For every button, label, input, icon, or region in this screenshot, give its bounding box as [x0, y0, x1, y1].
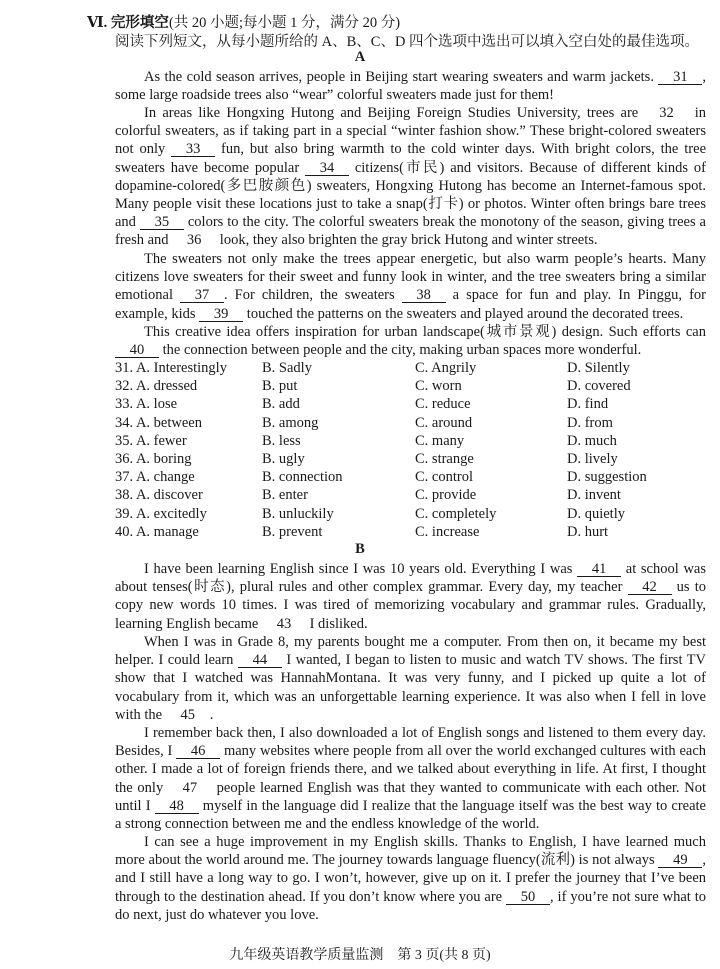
option-choice: C. worn	[415, 378, 462, 395]
option-choice: 40. A. manage	[115, 523, 199, 540]
passage-text: people learned English was that they wanted to communicate with each other. Not until I	[115, 779, 706, 814]
passage-text: look, they also brighten the gray brick Hutong and winter streets.	[216, 232, 598, 249]
blank-48: 48	[155, 799, 199, 814]
blank-49: 49	[658, 853, 702, 868]
option-row	[115, 377, 715, 395]
passage-b-paragraph	[115, 633, 706, 724]
blank-44: 44	[238, 653, 282, 668]
passage-text: I wanted, I began to listen to music and watch TV shows. The first TV show that I watched was HannahMontana. It was very funny, and I picked up quite a lot of vocabulary from it, which was an unforgettable learning experience. It was also when I fell in love with the	[115, 652, 706, 723]
option-choice: D. invent	[567, 487, 621, 504]
passage-text: a space for fun and play. In Pinggu, for example, kids	[115, 287, 706, 322]
passage-b-paragraph	[115, 560, 706, 633]
option-choice: C. around	[415, 414, 473, 431]
blank-45: 45	[180, 706, 195, 723]
blank-34: 34	[305, 161, 349, 176]
option-choice: C. Angrily	[415, 360, 477, 376]
blank-39: 39	[199, 307, 243, 322]
passage-text: I disliked.	[305, 615, 368, 632]
option-choice: 32. A. dressed	[115, 378, 198, 395]
option-choice: C. reduce	[415, 396, 471, 413]
section-heading	[87, 11, 400, 32]
blank-50: 50	[506, 890, 550, 905]
option-row	[115, 523, 715, 541]
passage-text: This creative idea offers inspiration for urban landscape(城市景观) design. Such efforts can	[144, 324, 706, 340]
instructions: 阅读下列短文，从每小题所给的 A、B、C、D 四个选项中选出可以填入空白处的最佳选项。	[115, 34, 700, 50]
option-choice: D. quietly	[567, 505, 625, 522]
passage-text: citizens(市民) and visitors. Because of different kinds of dopamine-colored(多巴胺颜色) sweaters, Hongxing Hutong has become an Internet-famous spot. Many people visit these locations just to take a snap(打卡) or photos. Winter often brings bare trees and	[115, 159, 706, 231]
option-choice: B. connection	[262, 469, 343, 486]
blank-32: 32	[659, 105, 674, 121]
passage-text: I remember back then, I also downloaded a lot of English songs and listened to them every day. Besides, I	[115, 725, 706, 760]
passage-text: I have been learning English since I was 10 years old. Everything I was	[144, 561, 578, 577]
option-row	[115, 468, 715, 486]
section-title: Ⅵ. 完形填空	[87, 15, 169, 31]
option-row	[115, 450, 715, 468]
option-choice: 36. A. boring	[115, 450, 192, 467]
option-choice: B. ugly	[262, 450, 305, 467]
passage-a-paragraph	[115, 250, 706, 323]
section-subtitle: (共 20 小题;每小题 1 分，满分 20 分)	[168, 15, 401, 31]
passage-text: many websites where people from all over the world exchanged cultures with each other. I made a lot of foreign friends there, and we talked about everything in life. At first, I thought the only	[115, 743, 707, 796]
option-choice: D. from	[567, 414, 613, 431]
option-choice: B. Sadly	[262, 360, 312, 376]
option-choice: D. hurt	[567, 523, 609, 540]
option-choice: C. increase	[415, 523, 480, 540]
blank-43: 43	[276, 615, 292, 632]
passage-text: , if you’re not sure what to do next, just do whatever you love.	[115, 888, 706, 923]
blank-31: 31	[658, 70, 702, 85]
option-row	[115, 486, 715, 504]
passage-a-label: A	[354, 49, 366, 65]
blank-47: 47	[182, 779, 198, 796]
option-choice: C. strange	[415, 450, 474, 467]
answer-options	[115, 359, 715, 541]
option-choice: B. enter	[262, 487, 308, 504]
passage-text: , some large roadside trees also “wear” colorful sweaters made just for them!	[115, 69, 706, 104]
option-choice: 37. A. change	[115, 469, 195, 486]
blank-33: 33	[171, 142, 215, 157]
blank-41: 41	[577, 562, 621, 577]
blank-42: 42	[628, 580, 672, 595]
passage-a-paragraph	[115, 68, 706, 104]
blank-36: 36	[186, 232, 202, 249]
passage-text: in colorful sweaters, as if taking part in a special “winter fashion show.” These bright-colored sweaters not only	[115, 105, 706, 158]
option-choice: C. completely	[415, 505, 497, 522]
option-choice: B. prevent	[262, 523, 323, 540]
passage-text: . For children, the sweaters	[224, 287, 402, 304]
option-choice: C. many	[415, 432, 465, 449]
option-choice: 33. A. lose	[115, 396, 178, 413]
option-choice: D. much	[567, 432, 617, 449]
passage-text: When I was in Grade 8, my parents bought me a computer. From then on, it became my best helper. I could learn	[115, 634, 706, 669]
page-footer: 九年级英语教学质量监测 第 3 页(共 8 页)	[229, 948, 491, 963]
passage-text: us to copy new words 10 times. I was tired of memorizing vocabulary and grammar rules. Gradually, learning English became	[115, 579, 706, 632]
option-choice: D. suggestion	[567, 469, 647, 486]
passage-a-paragraph	[115, 104, 706, 250]
passage-text: myself in the language did I realize that the language itself was the best way to create a strong connection between me and the endless knowledge of the world.	[115, 797, 706, 833]
option-choice: D. lively	[567, 450, 618, 467]
passage-a-paragraph	[115, 323, 706, 359]
passage-text: As the cold season arrives, people in Beijing start wearing sweaters and warm jackets.	[144, 69, 659, 85]
passage-text: fun, but also bring warmth to the cold winter days. With bright colors, the tree sweaters have become popular	[115, 141, 707, 176]
passage-text: the connection between people and the city, making urban spaces more wonderful.	[159, 342, 642, 359]
option-choice: B. put	[262, 378, 298, 395]
blank-38: 38	[402, 288, 446, 303]
option-row	[115, 505, 715, 523]
option-choice: B. unluckily	[262, 505, 334, 522]
passage-text: In areas like Hongxing Hutong and Beijing Foreign Studies University, trees are	[144, 105, 645, 121]
option-choice: B. less	[262, 432, 301, 449]
option-choice: C. control	[415, 469, 473, 486]
option-choice: 38. A. discover	[115, 487, 203, 504]
passage-text: touched the patterns on the sweaters and played around the decorated trees.	[243, 305, 684, 322]
blank-46: 46	[176, 744, 220, 759]
option-row	[115, 359, 715, 377]
option-choice: B. add	[262, 396, 300, 413]
passage-b-label: B	[355, 541, 365, 557]
option-row	[115, 395, 715, 413]
passage-b-paragraph	[115, 724, 706, 833]
option-row	[115, 414, 715, 432]
blank-40: 40	[115, 343, 159, 358]
option-choice: 35. A. fewer	[115, 432, 187, 449]
option-choice: D. Silently	[567, 360, 630, 376]
option-choice: D. find	[567, 396, 609, 413]
blank-35: 35	[140, 215, 184, 230]
blank-37: 37	[180, 288, 224, 303]
option-row	[115, 432, 715, 450]
option-choice: 34. A. between	[115, 414, 202, 431]
passage-text: .	[209, 706, 214, 723]
passage-b-paragraph	[115, 833, 706, 924]
passage-text: The sweaters not only make the trees appear energetic, but also warm people’s hearts. Many citizens love sweaters for their sweet and funny look in winter, and the tree sweaters bring a similar emotional	[115, 251, 706, 304]
option-choice: 39. A. excitedly	[115, 505, 207, 522]
option-choice: D. covered	[567, 378, 631, 395]
passage-text: I can see a huge improvement in my English skills. Thanks to English, I have learned much more about the world around me. The journey towards language fluency(流利) is not always	[115, 834, 706, 869]
passage-text: at school was about tenses(时态), plural rules and other complex grammar. Every day, my teacher	[115, 561, 706, 596]
option-choice: C. provide	[415, 487, 477, 504]
option-choice: B. among	[262, 414, 319, 431]
passage-text: colors to the city. The colorful sweaters break the monotony of the season, giving trees a fresh and	[115, 214, 706, 249]
passage-text: , and I still have a long way to go. I won’t, however, give up on it. I prefer the journey that I’ve been through to the destination ahead. If you don’t know where you are	[115, 852, 706, 905]
option-choice: 31. A. Interestingly	[115, 360, 227, 376]
